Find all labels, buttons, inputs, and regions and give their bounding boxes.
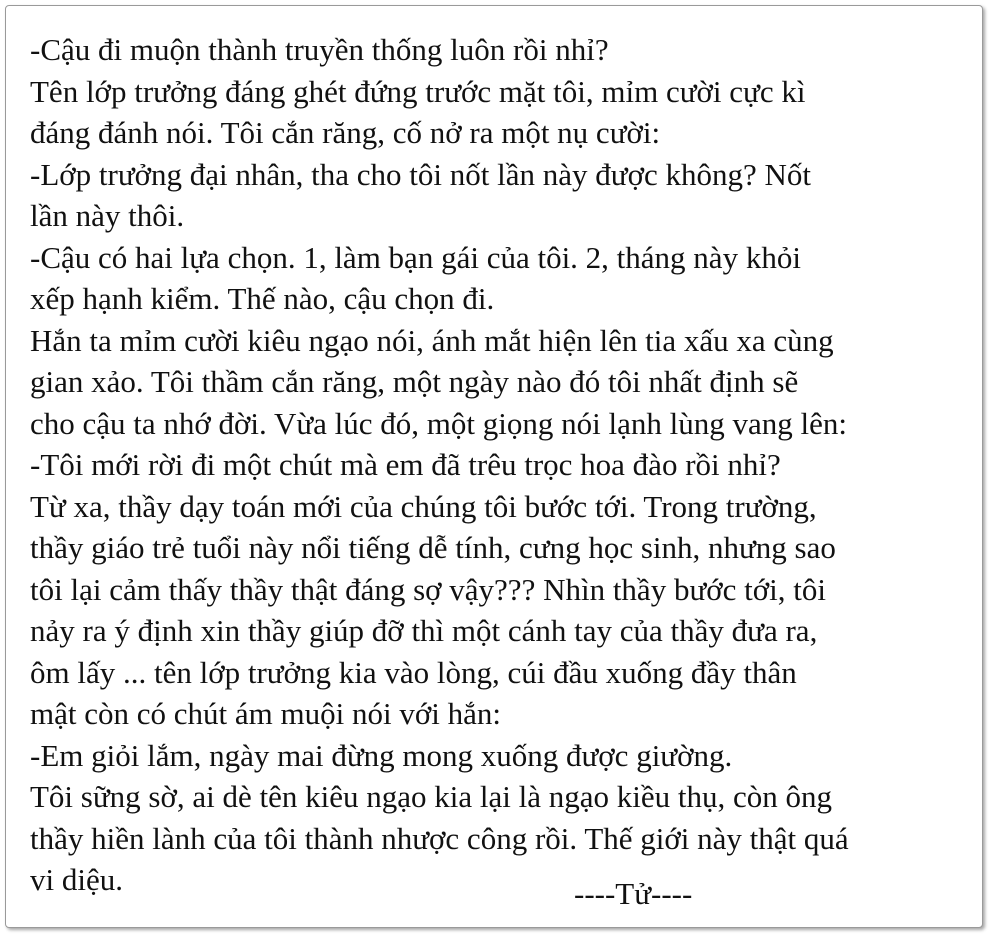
text-line: mật còn có chút ám muội nói với hắn: — [30, 696, 501, 731]
text-line: -Cậu có hai lựa chọn. 1, làm bạn gái của tôi. 2, tháng này khỏi — [30, 239, 801, 275]
text-line: nảy ra ý định xin thầy giúp đỡ thì một cánh tay của thầy đưa ra, — [30, 613, 818, 648]
text-line: Tên lớp trưởng đáng ghét đứng trước mặt tôi, mỉm cười cực kì — [30, 73, 806, 109]
author-signature: ----Tử---- — [574, 876, 693, 911]
text-line: Từ xa, thầy dạy toán mới của chúng tôi bước tới. Trong trường, — [30, 488, 817, 524]
text-line: -Tôi mới rời đi một chút mà em đã trêu trọc hoa đào rồi nhỉ? — [30, 447, 781, 482]
text-line: -Cậu đi muộn thành truyền thống luôn rồi nhỉ? — [30, 32, 609, 67]
text-line: -Lớp trưởng đại nhân, tha cho tôi nốt lần này được không? Nốt — [30, 156, 811, 192]
text-line: vi diệu. — [30, 862, 123, 897]
text-line: -Em giỏi lắm, ngày mai đừng mong xuống được giường. — [30, 737, 733, 773]
text-line: Tôi sững sờ, ai dè tên kiêu ngạo kia lại là ngạo kiều thụ, còn ông — [30, 779, 832, 814]
text-line: gian xảo. Tôi thầm cắn răng, một ngày nào đó tôi nhất định sẽ — [30, 364, 799, 399]
story-text — [30, 29, 980, 901]
text-line: lần này thôi. — [30, 198, 185, 233]
text-line: Hắn ta mỉm cười kiêu ngạo nói, ánh mắt hiện lên tia xấu xa cùng — [30, 322, 834, 358]
text-line: thầy hiền lành của tôi thành nhược công rồi. Thế giới này thật quá — [30, 820, 849, 856]
text-line: cho cậu ta nhớ đời. Vừa lúc đó, một giọng nói lạnh lùng vang lên: — [30, 405, 847, 441]
text-line: tôi lại cảm thấy thầy thật đáng sợ vậy??? Nhìn thầy bước tới, tôi — [30, 571, 826, 607]
text-line: ôm lấy ... tên lớp trưởng kia vào lòng, cúi đầu xuống đầy thân — [30, 654, 797, 690]
text-panel — [5, 5, 983, 928]
text-line: thầy giáo trẻ tuổi này nổi tiếng dễ tính, cưng học sinh, nhưng sao — [30, 530, 836, 565]
text-line: đáng đánh nói. Tôi cắn răng, cố nở ra một nụ cười: — [30, 115, 661, 150]
text-line: xếp hạnh kiểm. Thế nào, cậu chọn đi. — [30, 281, 495, 316]
